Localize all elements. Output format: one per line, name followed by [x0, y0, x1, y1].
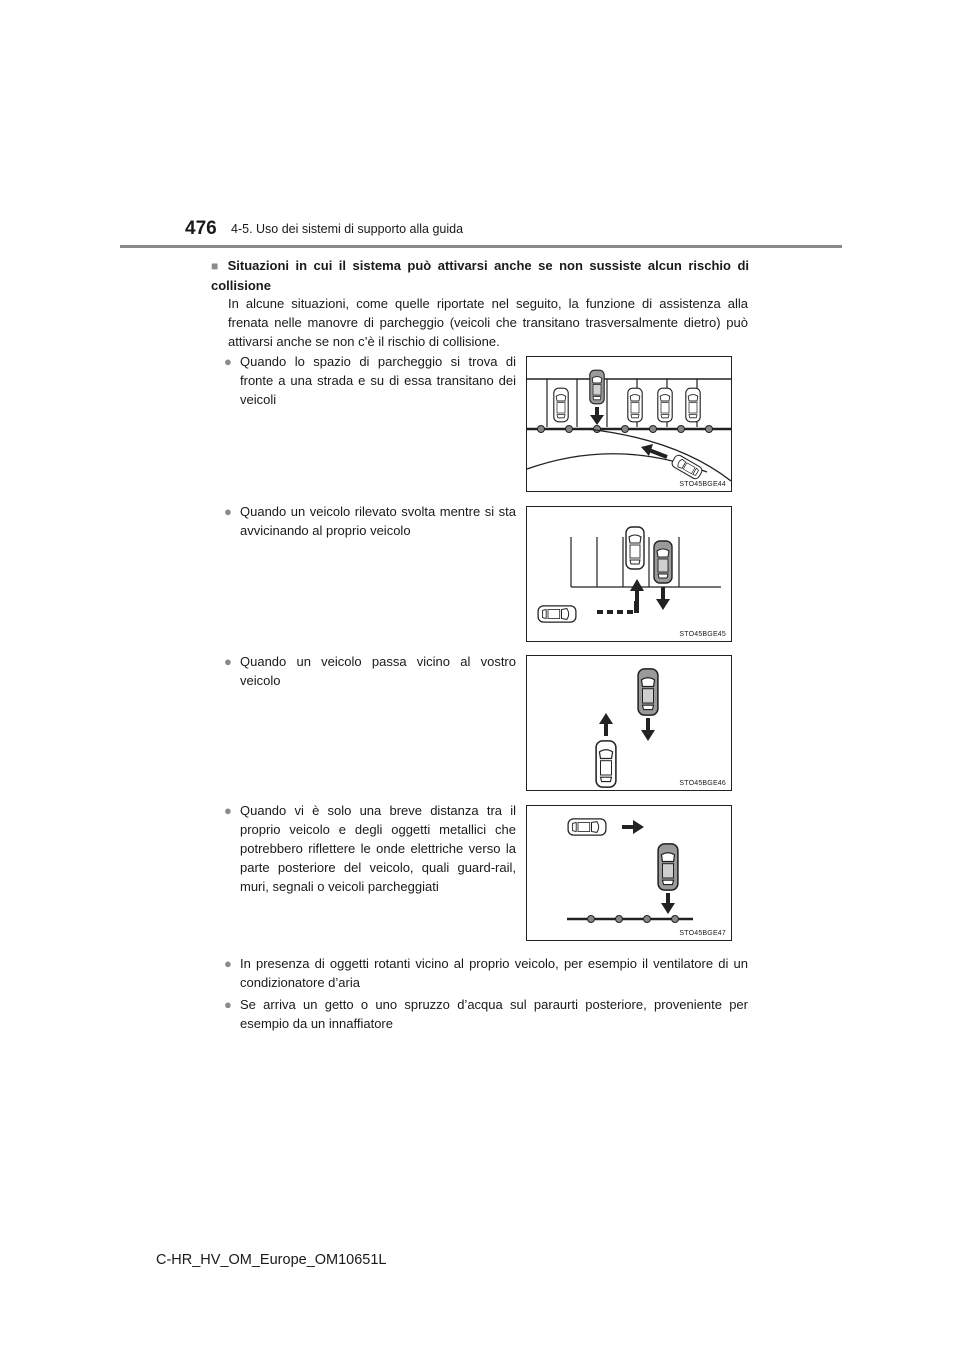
bullet-icon: ●	[224, 354, 232, 369]
list-item-text: Quando un veicolo passa vicino al vostro veicolo	[240, 654, 516, 688]
bullet-icon: ●	[224, 654, 232, 669]
list-item-text: Quando lo spazio di parcheggio si trova di fronte a una strada e su di essa transitano dei veicoli	[240, 354, 516, 407]
list-item-text: Quando un veicolo rilevato svolta mentre si sta avvicinando al proprio veicolo	[240, 504, 516, 538]
header-rule	[120, 245, 842, 248]
figure-code: STO45BGE45	[679, 631, 726, 638]
list-item	[224, 801, 516, 896]
figure-passing-vehicle	[526, 655, 732, 791]
section-title: 4-5. Uso dei sistemi di supporto alla guida	[231, 222, 464, 236]
list-item	[224, 502, 516, 540]
figure-code: STO45BGE44	[679, 481, 726, 488]
list-item	[224, 652, 516, 690]
heading-square-marker: ■	[211, 259, 222, 273]
intro-paragraph: In alcune situazioni, come quelle riportate nel seguito, la funzione di assistenza alla frenata nelle manovre di parcheggio (veicoli che transitano trasversalmente dietro) può attivarsi anche se non c’è il rischio di collisione.	[228, 296, 748, 349]
document-code-footer: C-HR_HV_OM_Europe_OM10651L	[156, 1252, 387, 1268]
list-item-text: Quando vi è solo una breve distanza tra il proprio veicolo e degli oggetti metallici che potrebbero riflettere le onde elettriche verso la parte posteriore del veicolo, quali guard-rail, muri, segnali o veicoli parcheggiati	[240, 803, 516, 894]
bullet-icon: ●	[224, 956, 232, 971]
figure-code: STO45BGE47	[679, 930, 726, 937]
figure-metal-objects	[526, 805, 732, 941]
figure-parking-facing-road	[526, 356, 732, 492]
bullet-icon: ●	[224, 997, 232, 1012]
list-item-text: In presenza di oggetti rotanti vicino al proprio veicolo, per esempio il ventilatore di un condizionatore d’aria	[240, 956, 748, 990]
list-item	[224, 995, 748, 1033]
list-item	[224, 352, 516, 409]
page-number: 476	[185, 218, 217, 239]
bullet-icon: ●	[224, 803, 232, 818]
figure-turning-vehicle	[526, 506, 732, 642]
figure-code: STO45BGE46	[679, 780, 726, 787]
section-heading	[211, 256, 749, 295]
list-item	[224, 954, 748, 992]
bullet-icon: ●	[224, 504, 232, 519]
list-item-text: Se arriva un getto o uno spruzzo d’acqua sul paraurti posteriore, proveniente per esempio da un innaffiatore	[240, 997, 748, 1031]
heading-text: Situazioni in cui il sistema può attivarsi anche se non sussiste alcun rischio di collisione	[211, 258, 749, 293]
